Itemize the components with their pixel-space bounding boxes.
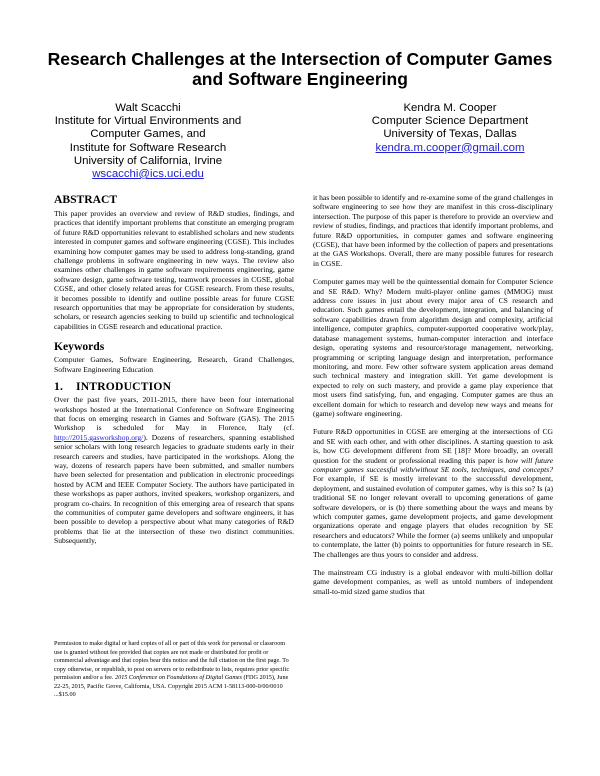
paragraph-text-part: For example, if SE is mostly irrelevant to the successful development, deployment, and sustained evolution of computer games, why is this so? Is (a) traditional SE no longer relevant overall to upcoming generations of game software developers, or is (b) there something about the ways and means by which computer games, game development projects, and game development organizations operate and engage players that eludes recognition by SE researchers and educators? While the former (a) seems unlikely and unpopular to contemplate, the latter (b) points to opportunities for future research in SE. The challenges are thus yours to consider and address.: [313, 474, 553, 559]
introduction-text: [54, 395, 294, 546]
permission-text-part: Permission to make digital or hard copies of all or part of this work for personal or classroom use is granted without fee provided that copies are not made or distributed for profit or commercial advantage and that copies bear this notice and the full citation on the first page. To copy otherwise, or republish, to post on servers or to redistribute to lists, requires prior specific permission and/or a fee.: [54, 640, 290, 681]
section-number: 1.: [54, 380, 64, 394]
intro-text-part: ). Dozens of researchers, spanning established senior scholars with long research legacies to graduate students early in their research careers and studies, have participated in the workshops. Along the way, dozens of research papers have been submitted, and smaller numbers have been selected for presentation and publication in electronic proceedings hosted by ACM and IEEE Computer Society. The authors have participated in these workshops as paper authors, invited speakers, workshop organizers, and program co-chairs. In recognition of this emerging area of research that spans the communities of computer game developers and software engineers, it has been possible to develop a perspective about what many categories of R&D problems that lie at the intersection of these two distinct communities. Subsequently,: [54, 432, 294, 546]
paper-title: Research Challenges at the Intersection of Computer Games and Software Engineering: [47, 49, 553, 89]
paragraph-text-part: Future R&D opportunities in CGSE are emerging at the intersections of CG and SE with each other, and with other disciplines. A starting question to ask is, how CG development different from SE [18]? More broadly, an overall question for the student or professional reading this paper is: [313, 427, 553, 465]
intro-text-part: Over the past five years, 2011-2015, there have been four international workshops hosted at the International Conference on Software Engineering that focus on emerging research in Games and Software (GAS). The 2015 Workshop is scheduled for May in Florence, Italy (cf.: [54, 395, 294, 433]
author-name: Kendra M. Cooper: [403, 102, 497, 114]
body-paragraph: [313, 427, 553, 559]
abstract-heading: ABSTRACT: [54, 193, 118, 206]
permission-text-part: (FDG 2015), June 22-25, 2015, Pacific Grove, California, USA. Copyright 2015 ACM 1-58113-000-0/00/0010 ...$15.00: [54, 674, 289, 698]
author-affiliation-line: Institute for Virtual Environments and: [54, 115, 242, 128]
author-block-cooper: [320, 102, 580, 155]
introduction-heading: [54, 380, 294, 394]
author-affiliation-line: University of Texas, Dallas: [383, 128, 517, 141]
workshop-link[interactable]: http://2015.gasworkshop.org/: [54, 432, 144, 442]
body-paragraph: it has been possible to identify and re-examine some of the grand challenges in software engineering to see how they are manifest in this cross-disciplinary intersection. The purpose of this paper is therefore to provide an overview and review of studies, findings, and practices that identify important problems, and future R&D opportunities, in computer games and software engineering (CGSE), that have been informed by the collection of papers and presentations at the GAS Workshops. Overall, there are many possible futures for research in CGSE.: [313, 193, 553, 268]
author-name: Walt Scacchi: [115, 102, 181, 114]
right-column: [313, 193, 553, 596]
author-email-link[interactable]: wscacchi@ics.uci.edu: [92, 168, 204, 181]
body-paragraph: The mainstream CG industry is a global endeavor with multi-billion dollar game development companies, as well as untold numbers of independent small-to-mid sized game studios that: [313, 568, 553, 596]
left-column: [54, 193, 294, 546]
section-title: INTRODUCTION: [76, 380, 172, 394]
author-email-link[interactable]: kendra.m.cooper@gmail.com: [375, 141, 525, 154]
keywords-heading: Keywords: [54, 340, 105, 354]
proceedings-name: 2015 Conference on Foundations of Digital Games: [115, 674, 242, 681]
permission-notice: [54, 640, 294, 700]
emphasized-question: how will future computer games successful with/without SE tools, techniques, and concepts?: [313, 455, 553, 474]
author-affiliation-line: Computer Games, and: [90, 128, 206, 141]
author-affiliation-line: Institute for Software Research: [69, 141, 227, 154]
keywords-text: Computer Games, Software Engineering, Research, Grand Challenges, Software Engineering Education: [54, 355, 294, 374]
author-block-scacchi: [18, 102, 278, 181]
author-affiliation-line: Computer Science Department: [371, 115, 529, 128]
body-paragraph: Computer games may well be the quintessential domain for Computer Science and SE R&D. Why? Modern multi-player online games (MMOG) must address core issues in just about every major area of CS research and education. Such games entail the development, integration, and balancing of software capabilities drawn from algorithm design and complexity, artificial intelligence, computer graphics, computer-supported cooperative work/play, database management systems, human-computer interaction and interface design, operating systems and resource/storage management, networking, programming or scripting language design and interpretation, performance monitoring, and more. Few other software system application areas demand such technical mastery and integration skill. Yet game development is expected to rely on such mastery, and provide a game play experience that most users find satisfying, fun, and engaging. Computer games are thus an excellent domain for which to research and develop new ways and means for (game) software engineering.: [313, 277, 553, 418]
abstract-text: This paper provides an overview and review of R&D studies, findings, and practices that identify important problems that constitute an emerging program of future R&D opportunities relevant to established scholars and new students interested in computer games and software engineering (CGSE). This includes examining how computer games may be used to address long-standing, grand challenge problems in software engineering in new ways. The review also examines other challenges in game software requirements engineering, game software design, game software testing, teamwork processes in CGSE, global CGSE, and other closely related areas for CGSE research. From these results, it becomes possible to identify and outline possible areas for future CGSE research opportunities that may be appropriate for consideration by students, scholars, or research agencies seeking to build up scientific and technological capabilities in CGSE research and educational practice.: [54, 209, 294, 331]
author-affiliation-line: University of California, Irvine: [73, 154, 223, 167]
